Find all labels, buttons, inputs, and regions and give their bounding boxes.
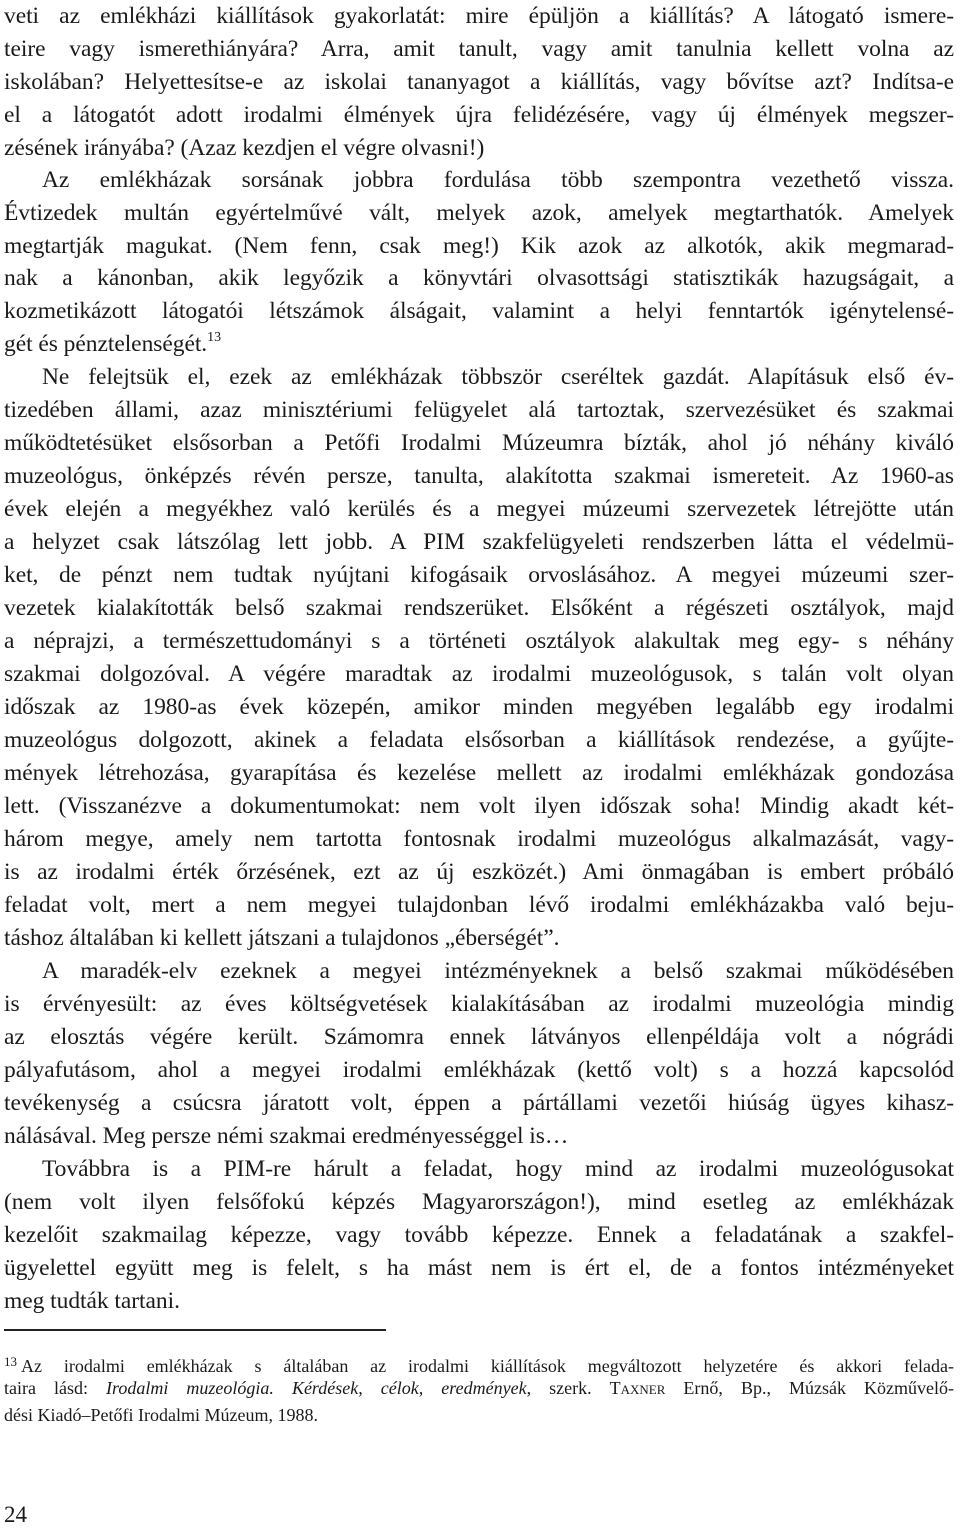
footnote-separator: [4, 1329, 386, 1331]
text-line: ket, de pénzt nem tudtak nyújtani kifogásaik orvoslásához. A megyei múzeumi szer-: [4, 562, 954, 588]
paragraph-first-line: A maradék-elv ezeknek a megyei intézményeknek a belső szakmai működésében: [42, 958, 954, 984]
text-line: a helyzet csak látszólag lett jobb. A PIM szakfelügyeleti rendszerben látta el védelmü-: [4, 529, 954, 555]
footnote-number: 13: [4, 1354, 17, 1369]
text-line: meg tudták tartani.: [4, 1288, 180, 1314]
paragraph-first-line: Az emlékházak sorsának jobbra fordulása több szempontra vezethető vissza.: [42, 167, 954, 193]
text-line: mények létrehozása, gyarapítása és kezelése mellett az irodalmi emlékházak gondozása: [4, 760, 954, 786]
text-line: lett. (Visszanézve a dokumentumokat: nem volt ilyen időszak soha! Mindig akadt két-: [4, 793, 954, 819]
text-line: tevékenység a csúcsra járatott volt, éppen a pártállami vezetői hiúság ügyes kihasz-: [4, 1090, 954, 1116]
footnote-line: $^{13}$ Az irodalmi emlékházak s általában az irodalmi kiállítások megváltozott helyzetére és akkori felada-: [4, 1354, 954, 1376]
editor-name: Taxner: [609, 1378, 666, 1398]
text-line: működtetésüket elsősorban a Petőfi Irodalmi Múzeumra bízták, ahol jó néhány kiváló: [4, 430, 954, 456]
text-line: az elosztás végére került. Számomra ennek látványos ellenpéldája volt a nógrádi: [4, 1024, 954, 1050]
text-line: táshoz általában ki kellett játszani a tulajdonos „éberségét”.: [4, 925, 560, 951]
text-line: megtartják magukat. (Nem fenn, csak meg!) Kik azok az alkotók, akik megmarad-: [4, 233, 954, 259]
text-line: gét és pénztelenségét.$^{13}$: [4, 330, 222, 357]
text-line: Évtizedek multán egyértelművé vált, melyek azok, amelyek megtarthatók. Amelyek: [4, 200, 954, 226]
text-line: tizedében állami, azaz minisztériumi felügyelet alá tartoztak, szervezésüket és szakmai: [4, 397, 954, 423]
paragraph-first-line: Továbbra is a PIM-re hárult a feladat, hogy mind az irodalmi muzeológusokat: [42, 1156, 954, 1182]
text-line: iskolában? Helyettesítse-e az iskolai tananyagot a kiállítás, vagy bővítse azt? Indítsa-e: [4, 69, 954, 95]
text-line: is érvényesült: az éves költségvetések kialakításában az irodalmi muzeológia mindig: [4, 991, 954, 1017]
text-line: zésének irányába? (Azaz kezdjen el végre olvasni!): [4, 135, 485, 161]
cited-title: Irodalmi muzeológia. Kérdések, célok, eredmények: [106, 1378, 527, 1398]
text-line: pályafutásom, ahol a megyei irodalmi emlékházak (kettő volt) s a hozzá kapcsolód: [4, 1057, 954, 1083]
paragraph-first-line: Ne felejtsük el, ezek az emlékházak többször cseréltek gazdát. Alapításuk első év-: [42, 364, 954, 390]
text-line: évek elején a megyékhez való kerülés és a megyei múzeumi szervezetek létrejötte után: [4, 496, 954, 522]
footnote-line: dési Kiadó–Petőfi Irodalmi Múzeum, 1988.: [4, 1405, 318, 1425]
text-line: (nem volt ilyen felsőfokú képzés Magyarországon!), mind esetleg az emlékházak: [4, 1189, 954, 1215]
text-line: vezetek kialakították belső szakmai rendszerüket. Elsőként a régészeti osztályok, majd: [4, 595, 954, 621]
text-line: szakmai dolgozóval. A végére maradtak az irodalmi muzeológusok, s talán volt olyan: [4, 661, 954, 687]
text-line: a néprajzi, a természettudományi s a történeti osztályok alakultak meg egy- s néhány: [4, 628, 954, 654]
text-line: teire vagy ismerethiányára? Arra, amit tanult, vagy amit tanulnia kellett volna az: [4, 36, 954, 62]
text-line: muzeológus, önképzés révén persze, tanulta, alakította szakmai ismereteit. Az 1960-as: [4, 463, 954, 489]
text-line: három megye, amely nem tartotta fontosnak irodalmi muzeológus alkalmazását, vagy-: [4, 826, 954, 852]
text-line: időszak az 1980-as évek közepén, amikor minden megyében legalább egy irodalmi: [4, 694, 954, 720]
text-line: nálásával. Meg persze némi szakmai eredményességgel is…: [4, 1123, 569, 1149]
text-line: veti az emlékházi kiállítások gyakorlatát: mire épüljön a kiállítás? A látogató ismere-: [4, 3, 954, 29]
text-line: nak a kánonban, akik legyőzik a könyvtári olvasottsági statisztikák hazugságait, a: [4, 265, 954, 291]
footnote-reference: 13: [207, 330, 222, 345]
footnote-line: taira lásd: Irodalmi muzeológia. Kérdések, célok, eredmények, szerk. Taxner Ernő, Bp., Múzsák Közművelő-: [4, 1378, 954, 1398]
page-number: 24: [4, 1502, 27, 1527]
text-line: feladat volt, mert a nem megyei tulajdonban lévő irodalmi emlékházakba való beju-: [4, 892, 954, 918]
text-line: ügyelettel együtt meg is felelt, s ha mást nem is ért el, de a fontos intézményeket: [4, 1255, 954, 1281]
text-line: kezelőit szakmailag képezze, vagy tovább képezze. Ennek a feladatának a szakfel-: [4, 1222, 954, 1248]
text-line: is az irodalmi érték őrzésének, ezt az új eszközét.) Ami önmagában is embert próbáló: [4, 859, 954, 885]
text-line: el a látogatót adott irodalmi élmények újra felidézésére, vagy új élmények megszer-: [4, 102, 954, 128]
text-line: muzeológus dolgozott, akinek a feladata elsősorban a kiállítások rendezése, a gyűjte-: [4, 727, 954, 753]
text-line: kozmetikázott látogatói létszámok álságait, valamint a helyi fenntartók igénytelensé-: [4, 298, 954, 324]
